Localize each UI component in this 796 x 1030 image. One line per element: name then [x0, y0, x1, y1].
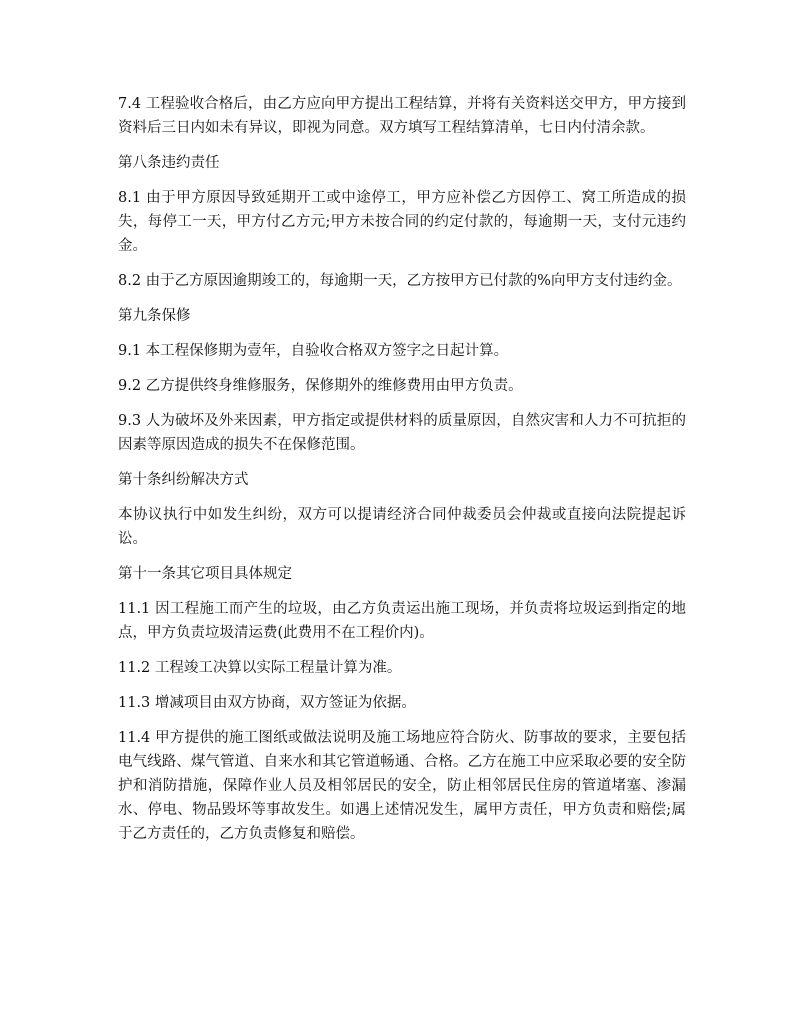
clause-9-2: 9.2 乙方提供终身维修服务，保修期外的维修费用由甲方负责。	[118, 378, 523, 394]
article-9-heading: 第九条保修	[118, 308, 191, 324]
clause-11-2: 11.2 工程竣工决算以实际工程量计算为准。	[118, 660, 402, 676]
clause-9-3: 9.3 人为破坏及外来因素，甲方指定或提供材料的质量原因，自然灾害和人力不可抗拒的因素等原因造成的损失不在保修范围。	[118, 413, 686, 453]
article-8-heading: 第八条违约责任	[118, 155, 220, 171]
article-11-heading: 第十一条其它项目具体规定	[118, 566, 292, 582]
clause-11-4: 11.4 甲方提供的施工图纸或做法说明及施工场地应符合防火、防事故的要求，主要包括电气线路、煤气管道、自来水和其它管道畅通、合格。乙方在施工中应采取必要的安全防护和消防措施，保障作业人员及相邻居民的安全，防止相邻居民住房的管道堵塞、渗漏水、停电、物品毁坏等事故发生。如遇上述情况发生，属甲方责任，甲方负责和赔偿;属于乙方责任的，乙方负责修复和赔偿。	[118, 730, 686, 842]
clause-8-2: 8.2 由于乙方原因逾期竣工的，每逾期一天，乙方按甲方已付款的%向甲方支付违约金。	[118, 273, 682, 289]
clause-7-4: 7.4 工程验收合格后，由乙方应向甲方提出工程结算，并将有关资料送交甲方，甲方接到资料后三日内如未有异议，即视为同意。双方填写工程结算清单，七日内付清余款。	[118, 96, 686, 136]
clause-11-1: 11.1 因工程施工而产生的垃圾，由乙方负责运出施工现场，并负责将垃圾运到指定的地点，甲方负责垃圾清运费(此费用不在工程价内)。	[118, 601, 686, 641]
article-10-text: 本协议执行中如发生纠纷，双方可以提请经济合同仲裁委员会仲裁或直接向法院提起诉讼。	[118, 507, 686, 547]
clause-9-1: 9.1 本工程保修期为壹年，自验收合格双方签字之日起计算。	[118, 343, 509, 359]
article-10-heading: 第十条纠纷解决方式	[118, 472, 249, 488]
clause-8-1: 8.1 由于甲方原因导致延期开工或中途停工，甲方应补偿乙方因停工、窝工所造成的损失，每停工一天，甲方付乙方元;甲方未按合同的约定付款的，每逾期一天，支付元违约金。	[118, 190, 686, 254]
document-page	[118, 92, 686, 857]
clause-11-3: 11.3 增减项目由双方协商，双方签证为依据。	[118, 695, 416, 711]
